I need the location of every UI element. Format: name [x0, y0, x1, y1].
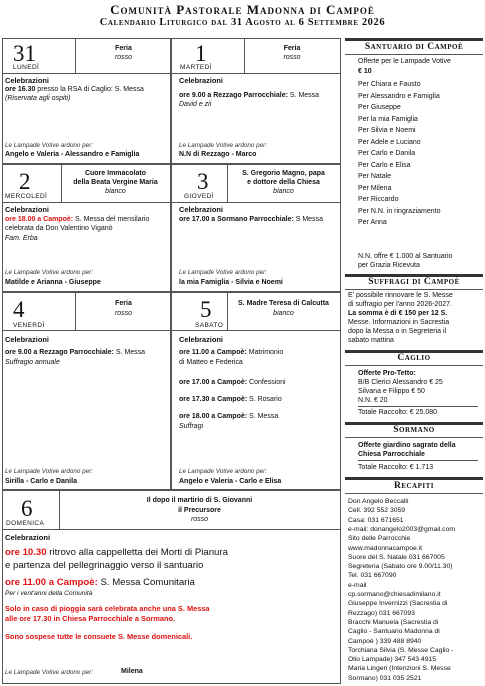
lamp-label: Le Lampade Votive ardono per:	[179, 142, 267, 149]
lamp-value: Angelo e Valeria - Carlo e Elisa	[179, 478, 282, 485]
celebrations-label: Celebrazioni	[5, 205, 49, 214]
contact-line: Sormano) 031 035 2521	[348, 674, 422, 682]
day-number: 3	[197, 169, 209, 194]
liturgy-title: Il dopo il martirio di S. Giovanni	[146, 497, 253, 504]
day-name: MERCOLEDÌ	[5, 193, 48, 200]
divider	[345, 493, 483, 494]
suffragi-text: La somma è di € 150 per 12 S.	[348, 310, 448, 317]
lamp-value: Matilde e Arianna - Giuseppe	[5, 279, 101, 286]
offering-item: Per Carlo e Danila	[358, 150, 416, 157]
lamp-label: Le Lampade Votive ardono per:	[5, 269, 93, 276]
day-card-3	[171, 164, 341, 292]
celebrations-label: Celebrazioni	[179, 335, 223, 344]
day-card-2	[2, 164, 171, 292]
day-card-4	[2, 292, 171, 490]
mass-notice: Sono sospese tutte le consuete S. Messe domenicali.	[5, 632, 193, 641]
rain-notice: alle ore 17.30 in Chiesa Parrocchiale a Sormano.	[5, 614, 176, 623]
caglio-text: N.N. € 20	[358, 397, 388, 404]
contact-line: Sito delle Parrocchie	[348, 535, 411, 543]
contact-line: Suore del S. Natale 031 667005	[348, 553, 445, 561]
santuario-offer: per Grazia Ricevuta	[358, 262, 420, 269]
contact-line: cp.sormano@chiesadimilano.it	[348, 591, 441, 598]
contact-line: Torchiana Silvia (S. Messe Caglio -	[348, 646, 454, 654]
page-subtitle: Calendario Liturgico dal 31 Agosto al 6 Settembre 2026	[99, 17, 386, 28]
santuario-title: Santuario di Campoè	[364, 42, 464, 52]
caglio-text: B/B Clerici Alessandro € 25	[358, 379, 443, 386]
section-bar	[345, 477, 483, 480]
offering-item: Per Adele e Luciano	[358, 138, 421, 146]
celebration-line: ore 10.30 ritrovo alla cappelletta dei Morti di Pianura	[5, 547, 228, 558]
day-number: 5	[200, 297, 212, 322]
contact-line: Campoè ) 339 488 8940	[348, 637, 422, 645]
recapiti-title: Recapiti	[393, 481, 435, 491]
liturgy-title: Cuore Immacolato	[84, 170, 147, 177]
sormano-text: Offerte giardino sagrato della	[358, 442, 456, 449]
day-name: MARTEDÌ	[180, 64, 212, 71]
page-title: Comunità Pastorale Madonna di Campoè	[110, 2, 375, 17]
contact-line: Casa: 031 671651	[348, 516, 404, 524]
celebration-line: ore 9.00 a Rezzago Parrocchiale: S. Messa	[179, 92, 320, 99]
liturgy-title: Feria	[115, 45, 132, 52]
contact-line: Caglio - Santuario Madonna di	[348, 628, 440, 636]
suffragi-text: di suffragio per l'anno 2026-2027.	[348, 301, 452, 308]
suffragi-text: sabato mattina	[348, 337, 394, 344]
offering-item: Per Alessandro e Famiglia	[358, 92, 440, 100]
suffragi-text: dopo la Messa o in Segreteria il	[348, 328, 447, 335]
liturgy-title: Feria	[283, 45, 301, 52]
offering-item: Per Carlo e Elisa	[358, 161, 411, 169]
rain-notice: Solo in caso di pioggia sarà celebrata anche una S. Messa	[5, 604, 210, 613]
celebration-line: di Matteo e Federica	[179, 359, 243, 366]
offering-item: Per Milena	[358, 184, 392, 192]
divider	[3, 73, 170, 74]
contact-line: e-mail	[348, 581, 367, 589]
contact-line: www.madonnacampoe.it	[348, 544, 423, 552]
contact-line: Tel. 031 667090	[348, 572, 397, 580]
day-card-1	[171, 38, 341, 164]
offering-item: Per Riccardo	[358, 196, 399, 203]
day-name: LUNEDÌ	[13, 64, 40, 71]
celebrations-label: Celebrazioni	[179, 76, 223, 85]
divider	[172, 73, 340, 74]
lamp-label: Le Lampade Votive ardono per:	[179, 269, 267, 276]
day-number: 4	[13, 297, 25, 322]
divider	[345, 54, 483, 55]
liturgy-color: bianco	[273, 310, 294, 317]
celebration-note: David e zii	[179, 101, 212, 108]
celebration-line: ore 16.30 presso la RSA di Caglio: S. Messa	[5, 86, 144, 93]
celebration-line: ore 11.00 a Campoè: S. Messa Comunitaria	[5, 577, 195, 588]
divider	[345, 289, 483, 290]
celebration-line: ore 18.00 a Campoè: S. Messa	[179, 413, 279, 420]
day-name: DOMENICA	[6, 520, 45, 527]
celebration-line: ore 17.00 a Sormano Parrocchiale: S Messa	[179, 216, 323, 223]
day-number: 1	[195, 41, 207, 66]
divider	[358, 460, 478, 461]
divider	[3, 529, 340, 530]
divider	[358, 406, 478, 407]
contact-line: Olio Lampade) 347 543 4915	[348, 656, 437, 664]
caglio-title: Caglio	[397, 353, 431, 363]
santuario-amount: € 10	[358, 68, 372, 75]
day-name: GIOVEDÌ	[184, 193, 214, 200]
celebrations-label: Celebrazioni	[5, 76, 49, 85]
lamp-value: la mia Famiglia - Silvia e Noemi	[179, 279, 283, 286]
liturgy-title: S. Gregorio Magno, papa	[242, 170, 325, 177]
celebration-line: ore 9.00 a Rezzago Parrocchiale: S. Messa	[5, 349, 146, 356]
day-card-31	[2, 38, 171, 164]
divider	[345, 437, 483, 438]
caglio-text: Silvana e Filippo € 50	[358, 388, 425, 395]
divider	[3, 202, 170, 203]
contact-line: Segreteria (Sabato ore 9.00/11.30)	[348, 563, 453, 571]
offering-item: Per Anna	[358, 219, 387, 226]
celebration-line: ore 17.00 a Campoè: Confessioni	[179, 379, 286, 386]
divider	[345, 365, 483, 366]
sormano-total: Totale Raccolto: € 1.713	[358, 464, 434, 471]
celebrations-label: Celebrazioni	[5, 335, 49, 344]
day-name: SABATO	[195, 322, 224, 329]
contact-line: Maria Lingeri (Intenzioni S. Messe	[348, 665, 451, 673]
lamp-label: Le Lampade Votive ardono per:	[179, 468, 267, 475]
celebration-line: e partenza del pellegrinaggio verso il santuario	[5, 560, 204, 571]
liturgy-color: rosso	[114, 310, 133, 317]
liturgy-title: il Precursore	[178, 507, 221, 514]
day-number: 6	[21, 496, 33, 521]
celebration-line: ore 11.00 a Campoè: Matrimonio	[179, 349, 284, 356]
lamp-value: Milena	[121, 668, 143, 675]
lamp-value: N.N di Rezzago - Marco	[179, 151, 257, 158]
suffragi-text: Messe. Informazioni in Sacrestia	[348, 319, 450, 326]
offering-item: Per Giuseppe	[358, 104, 401, 111]
liturgy-color: bianco	[105, 188, 126, 195]
celebrations-label: Celebrazioni	[179, 205, 223, 214]
contact-line: Giuseppe Invernizzi (Sacrestia di	[348, 600, 448, 608]
offering-item: Per la mia Famiglia	[358, 115, 418, 123]
lamp-value: Sirilla - Carlo e Danila	[5, 478, 77, 485]
liturgy-color: rosso	[283, 54, 301, 61]
suffragi-title: Suffragi di Campoè	[368, 277, 460, 287]
contact-line: Rezzago) 031 667093	[348, 609, 415, 617]
celebration-note: Per i vent'anni della Comunità	[5, 590, 93, 597]
contact-line: Cell. 392 552 3059	[348, 507, 406, 515]
celebration-note: Fam. Erba	[5, 235, 38, 242]
day-name: VENERDÌ	[13, 322, 45, 329]
sormano-title: Sormano	[393, 425, 435, 435]
divider	[3, 330, 170, 331]
liturgy-title: della Beata Vergine Maria	[73, 179, 158, 186]
day-card-5	[171, 292, 341, 490]
liturgy-title: Feria	[115, 300, 132, 307]
liturgy-title: S. Madre Teresa di Calcutta	[238, 300, 329, 307]
celebration-line: ore 17.30 a Campoè: S. Rosario	[179, 396, 282, 403]
page-header	[0, 3, 485, 29]
liturgy-color: bianco	[273, 188, 294, 195]
divider	[172, 330, 340, 331]
contact-line: Bracchi Manuela (Sacrestia di	[348, 618, 439, 626]
lamp-value: Angelo e Valeria - Alessandro e Famiglia	[5, 151, 140, 158]
santuario-offer: N.N. offre € 1.000 al Santuario	[358, 253, 453, 260]
liturgy-title: e dottore della Chiesa	[247, 179, 320, 186]
celebration-note: Suffragi	[179, 423, 204, 430]
sormano-text: Chiesa Parrocchiale	[358, 451, 425, 458]
day-number: 2	[19, 169, 31, 194]
liturgy-color: rosso	[190, 516, 209, 523]
contact-line: Don Angelo Beccalli	[348, 498, 409, 505]
celebration-line: celebrata da Don Valentino Viganò	[5, 225, 113, 232]
lamp-label: Le Lampade Votive ardono per:	[5, 669, 93, 676]
section-bar	[345, 38, 483, 41]
offering-item: Per Silvia e Noemi	[358, 127, 416, 134]
celebration-note: Suffragio annuale	[5, 359, 60, 366]
day-card-6	[2, 490, 341, 684]
divider	[172, 202, 340, 203]
celebration-note: (Riservata agli ospiti)	[5, 95, 71, 102]
lamp-label: Le Lampade Votive ardono per:	[5, 142, 93, 149]
celebration-line: ore 18.00 a Campoè: S. Messa del mensilario	[5, 216, 150, 223]
celebrations-label: Celebrazioni	[5, 533, 51, 542]
liturgy-color: rosso	[114, 54, 133, 61]
offering-item: Per Chiara e Fausto	[358, 81, 421, 88]
offering-item: Per N.N. in ringraziamento	[358, 207, 441, 215]
caglio-total: Totale Raccolto: € 25.080	[358, 409, 437, 416]
caglio-text: Offerte Pro-Tetto:	[358, 370, 416, 377]
contact-line: e-mail: donangelo2003@gmail.com	[348, 525, 456, 533]
offering-item: Per Natale	[358, 173, 392, 180]
santuario-intro: Offerte per le Lampade Votive	[358, 58, 451, 65]
lamp-label: Le Lampade Votive ardono per:	[5, 468, 93, 475]
day-number: 31	[13, 41, 36, 66]
suffragi-text: E' possibile rinnovare le S. Messe	[348, 292, 453, 299]
